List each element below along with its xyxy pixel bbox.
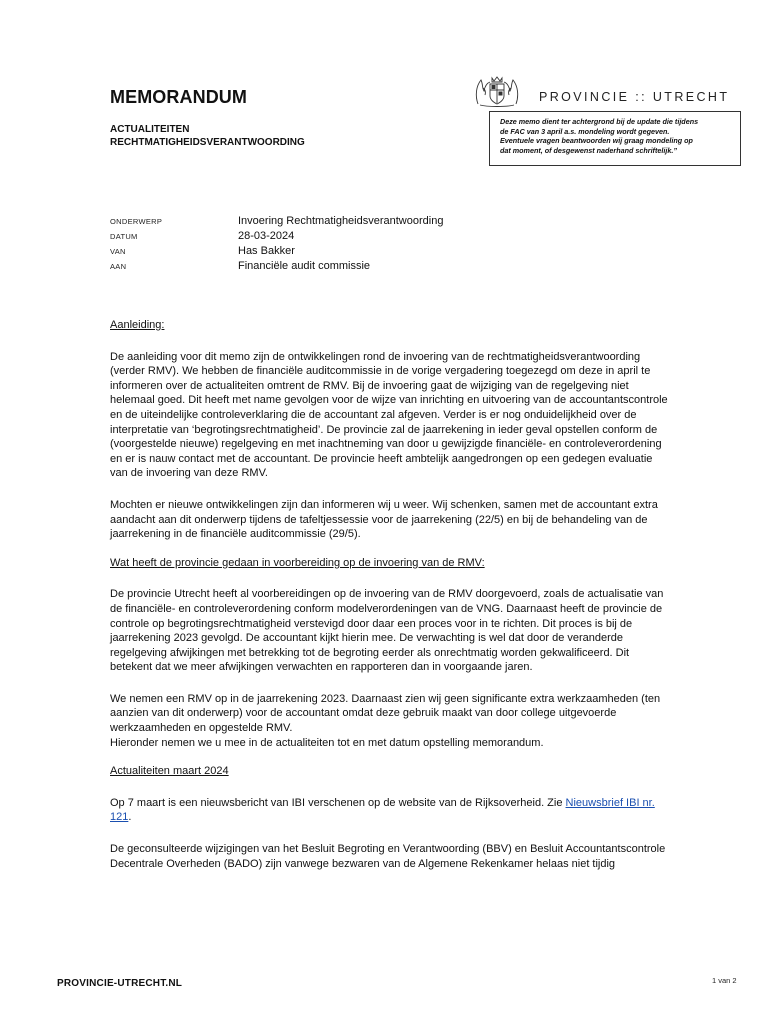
meta-label: ONDERWERP: [110, 217, 163, 226]
text-line: en de uiteindelijke controleverklaring die de accountant zal afgeven. Verder is er nog onduidelijkheid over de: [110, 408, 637, 421]
text-line: De provincie Utrecht heeft al voorbereidingen op de invoering van de RMV doorgevoerd, zoals de actualisatie van: [110, 588, 664, 601]
meta-value: Has Bakker: [238, 245, 295, 257]
page-number: 1 van 2: [712, 976, 737, 985]
meta-to: [110, 260, 510, 274]
text-line: regelgeving afwijkingen met betrekking tot de begroting eerder als onrechtmatig worden gekwalificeerd. Dit: [110, 646, 630, 659]
text-line: (verder RMV). We hebben de financiële auditcommissie in de vorige vergadering toegezegd om deze in april te: [110, 365, 651, 378]
meta-date: [110, 230, 510, 244]
paragraph-aanleiding: [110, 350, 710, 481]
text-line: werkzaamheden en opgestelde RMV.: [110, 722, 293, 735]
memo-body: [110, 318, 710, 871]
nieuwsbrief-link-continued[interactable]: 121: [110, 811, 129, 824]
paragraph-jaarrekening: [110, 692, 710, 750]
meta-value: Invoering Rechtmatigheidsverantwoording: [238, 215, 444, 227]
text-line: De aanleiding voor dit memo zijn de ontwikkelingen rond de invoering van de rechtmatigheidsverantwoording: [110, 350, 641, 363]
text-line: Hieronder nemen we u mee in de actualiteiten tot en met datum opstelling memorandum.: [110, 736, 544, 749]
text-line: de financiële- en controleverordening conform modelverordeningen van de VNG. Daarnaast heeft de provincie de: [110, 602, 663, 615]
meta-value: Financiële audit commissie: [238, 260, 371, 272]
text-line: Mochten er nieuwe ontwikkelingen zijn dan informeren wij u weer. Wij schenken, samen met de accountant extra: [110, 498, 658, 511]
memo-title: MEMORANDUM: [110, 87, 247, 107]
text-line: jaarrekening in de financiële auditcommissie (29/5).: [110, 528, 361, 541]
note-text: [500, 117, 732, 155]
text-line: (voorgestelde nieuwe) regelgeving en met inachtneming van door u gewijzigde financiële- en controleverordening: [110, 438, 662, 451]
nieuwsbrief-link[interactable]: Nieuwsbrief IBI nr.: [565, 796, 655, 809]
meta-label: VAN: [110, 247, 126, 256]
note-box: [489, 111, 741, 166]
text-line: helemaal goed. Dit heeft met name gevolgen voor de wijze van inrichting en uitvoering van de accountantscontrole: [110, 394, 668, 407]
memo-subtitle: [110, 123, 305, 149]
meta-value: 28-03-2024: [238, 230, 295, 242]
logo-wordmark: PROVINCIE :: UTRECHT: [539, 90, 730, 104]
note-line: dat moment, of desgewenst naderhand schriftelijk.”: [500, 145, 677, 155]
text-line: aandacht aan dit onderwerp tijdens de tafeltjessessie voor de jaarrekening (22/5) en bij de behandeling van de: [110, 513, 648, 526]
provincie-utrecht-logo: [472, 74, 742, 108]
paragraph-ontwikkelingen: [110, 498, 710, 542]
text-line: De geconsulteerde wijzigingen van het Besluit Begroting en Verantwoording (BBV) en Besluit Accountantscontrole: [110, 843, 666, 856]
text-line: interpretatie van ‘begrotingsrechtmatigheid’. De provincie zal de jaarrekening in ieder geval opstellen conform de: [110, 423, 658, 436]
heading-voorbereiding: Wat heeft de provincie gedaan in voorbereiding op de invoering van de RMV:: [110, 556, 485, 569]
note-line: Eventuele vragen beantwoorden wij graag mondeling op: [500, 136, 693, 146]
subtitle-line: RECHTMATIGHEIDSVERANTWOORDING: [110, 137, 305, 148]
meta-label: DATUM: [110, 232, 138, 241]
text-span: Op 7 maart is een nieuwsbericht van IBI verschenen op de website van de Rijksoverheid. Zie: [110, 796, 566, 809]
heading-actualiteiten: Actualiteiten maart 2024: [110, 765, 229, 778]
text-line: controle op begrotingsrechtmatigheid verstevigd door daar een proces voor in te richten. Dit proces is bij de: [110, 617, 633, 630]
meta-label: AAN: [110, 262, 127, 271]
subtitle-line: ACTUALITEITEN: [110, 124, 190, 135]
note-line: de FAC van 3 april a.s. mondeling wordt gegeven.: [500, 126, 670, 136]
text-line: jaarrekening 2023 gevolgd. De accountant kijkt hierin mee. De verwachting is wel dat door de veranderde: [110, 632, 624, 645]
footer-website: PROVINCIE-UTRECHT.NL: [57, 978, 183, 989]
text-line: informeren over de actualiteiten omtrent de RMV. Bij de invoering gaat de wijziging van de regelgeving niet: [110, 379, 629, 392]
text-line: van de invoering van deze RMV.: [110, 467, 268, 480]
text-line: betekent dat we meer afwijkingen verwachten en rapporteren dan in voorgaande jaren.: [110, 661, 533, 674]
meta-subject: [110, 215, 510, 229]
text-line: [110, 810, 710, 825]
note-line: Deze memo dient ter achtergrond bij de update die tijdens: [500, 117, 699, 126]
paragraph-bbv-bado: [110, 842, 710, 871]
text-line: aanzien van dit onderwerp) voor de accountant omdat deze gebruik maakt van door college uitgevoerde: [110, 707, 617, 720]
meta-from: [110, 245, 510, 259]
text-line: [110, 796, 710, 811]
coat-of-arms-icon: [472, 74, 522, 108]
text-line: Decentrale Overheden (BADO) zijn vanwege bezwaren van de Algemene Rekenkamer helaas niet tijdig: [110, 857, 616, 870]
paragraph-nieuwsbericht: [110, 796, 710, 825]
text-line: We nemen een RMV op in de jaarrekening 2023. Daarnaast zien wij geen significante extra werkzaamheden (ten: [110, 692, 661, 705]
text-span: .: [128, 811, 132, 824]
text-line: en er is nauw contact met de accountant. De provincie heeft ambtelijk aangedrongen op een gedegen evaluatie: [110, 452, 653, 465]
heading-aanleiding: Aanleiding:: [110, 319, 165, 331]
paragraph-voorbereiding: [110, 587, 710, 675]
